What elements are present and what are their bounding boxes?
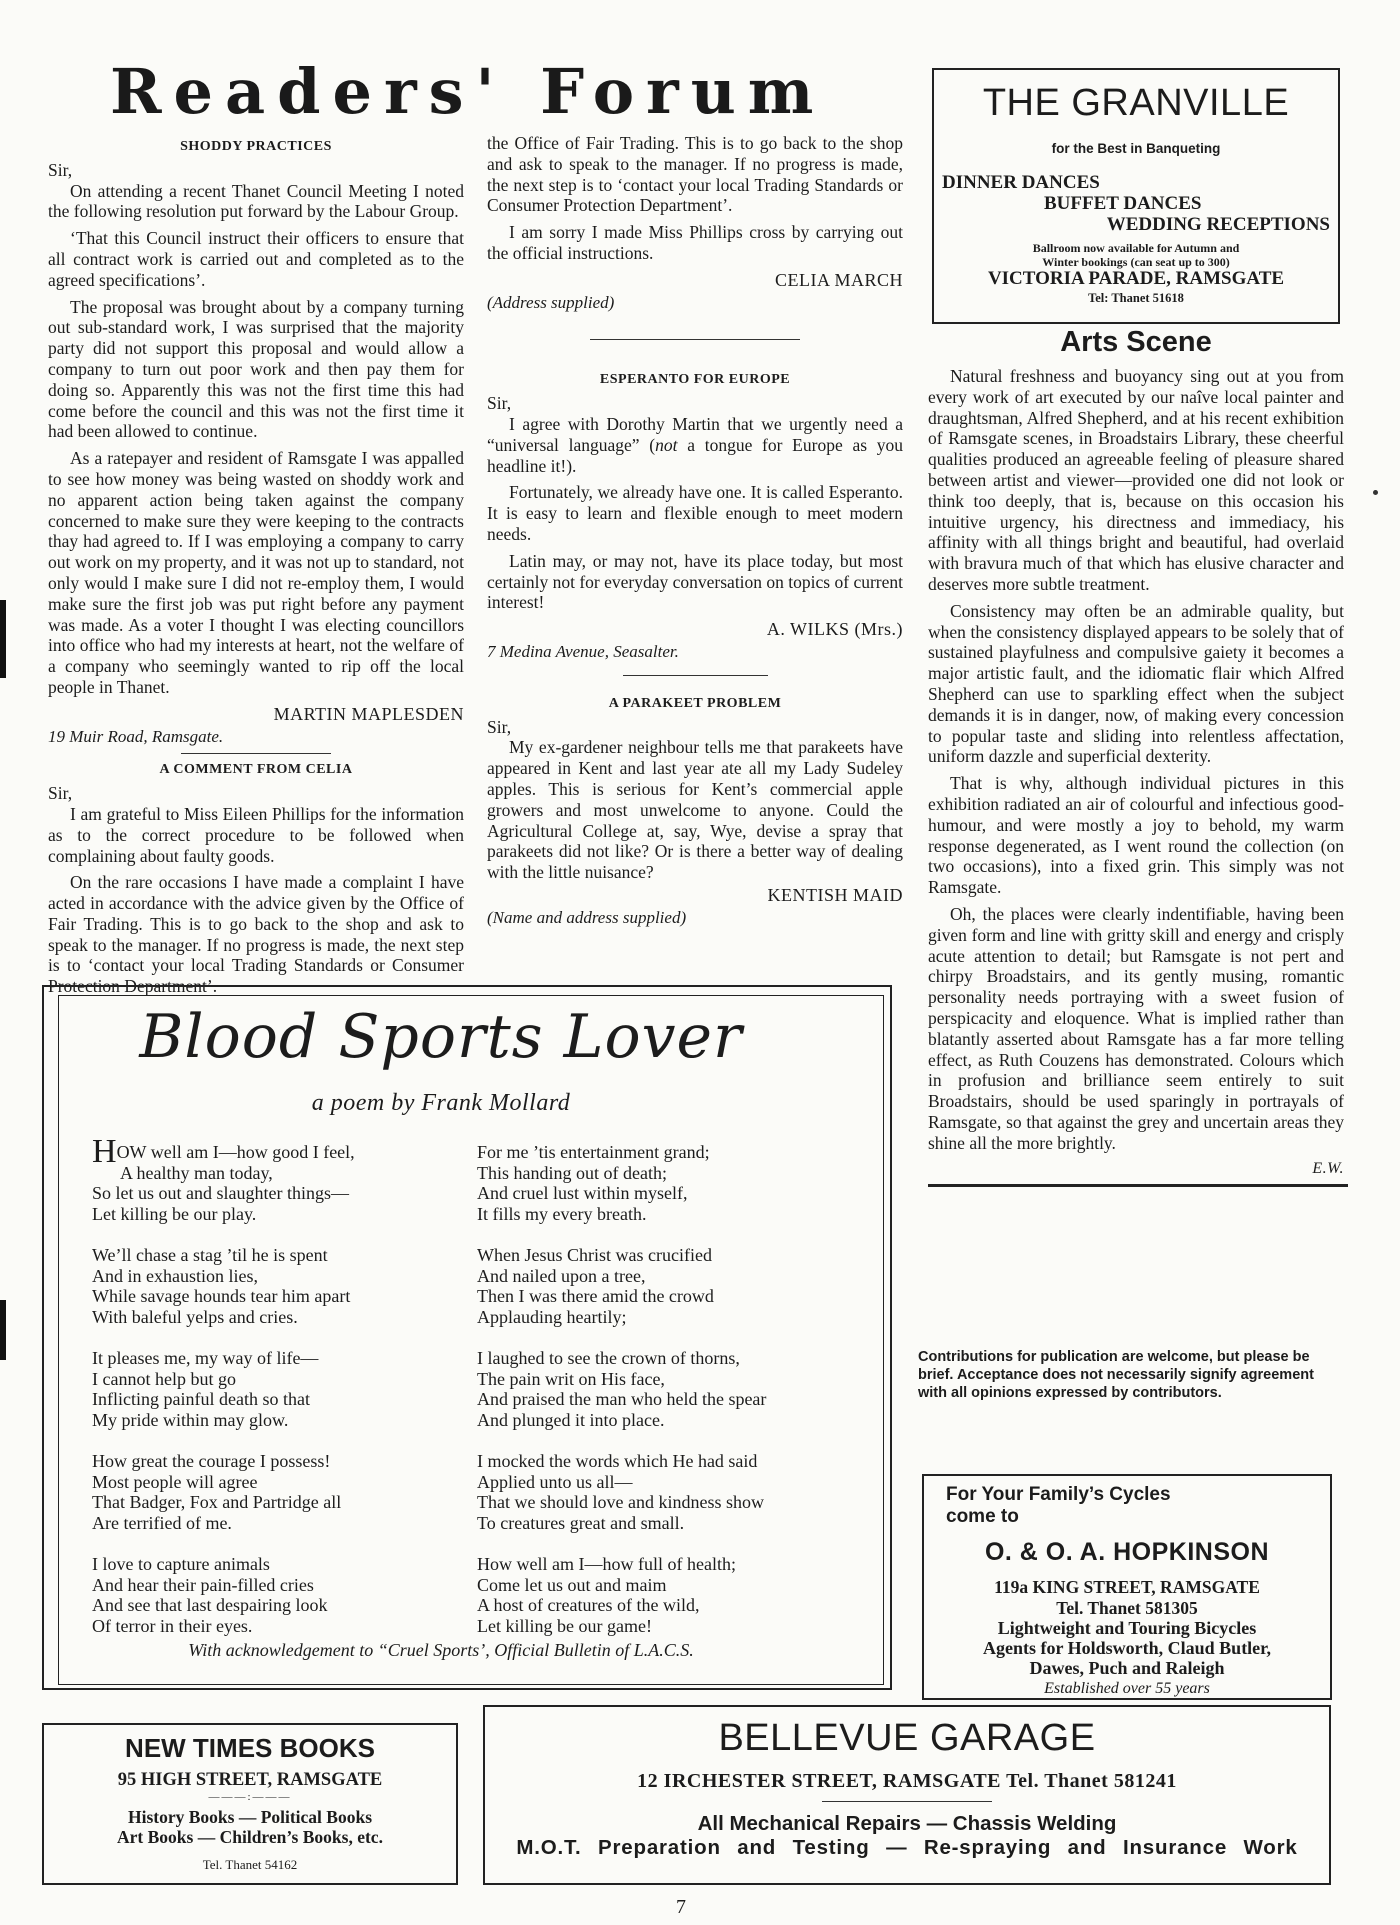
poem-stanza — [92, 1348, 452, 1430]
poem-acknowledgement: With acknowledgement to “Cruel Sports’, Official Bulletin of L.A.C.S. — [188, 1640, 694, 1660]
divider-rule — [928, 1184, 1348, 1187]
letter-paragraph — [487, 414, 903, 476]
letter-address: 19 Muir Road, Ramsgate. — [48, 726, 224, 746]
letter-salutation: Sir, — [487, 393, 512, 414]
poem-stanza — [477, 1348, 837, 1430]
letter-paragraph: I am sorry I made Miss Phillips cross by carrying out the official instructions. — [487, 222, 903, 263]
poem-line: This handing out of death; — [477, 1162, 667, 1183]
letter-salutation: Sir, — [48, 159, 73, 180]
poem-line: Let killing be our play. — [92, 1203, 257, 1224]
poem-line: It fills my every breath. — [477, 1203, 647, 1224]
newtimes-detail: Art Books — Children’s Books, etc. — [117, 1827, 383, 1847]
poem-line: Inflicting painful death so that — [92, 1389, 310, 1409]
granville-note: Winter bookings (can seat up to 300) — [1042, 255, 1230, 269]
poem-line: Then I was there amid the crowd — [477, 1286, 714, 1306]
poem-byline: a poem by Frank Mollard — [311, 1090, 571, 1116]
letter-paragraph: On attending a recent Thanet Council Meeting I noted the following resolution put forward by the Labour Group. — [48, 180, 464, 222]
article-signature: E.W. — [1312, 1160, 1344, 1178]
hopkinson-tagline: For Your Family’s Cycles — [946, 1484, 1171, 1505]
bellevue-service: All Mechanical Repairs — Chassis Welding — [697, 1812, 1117, 1835]
bellevue-service: M.O.T. Preparation and Testing — Re-spraying and Insurance Work — [516, 1836, 1298, 1859]
poem-line: And plunged it into place. — [477, 1409, 665, 1430]
letter-signature: A. WILKS (Mrs.) — [766, 619, 903, 640]
letter-salutation: Sir, — [487, 716, 512, 737]
poem-line: How great the courage I possess! — [92, 1451, 331, 1471]
poem-line — [92, 1133, 452, 1170]
drop-cap: H — [92, 1133, 117, 1170]
poem-title: Blood Sports Lover — [139, 1002, 743, 1072]
letter-address: (Name and address supplied) — [487, 907, 687, 927]
granville-service: DINNER DANCES — [942, 172, 1100, 193]
poem-line: I cannot help but go — [92, 1368, 236, 1389]
letter-text: a tongue for Europe as you headline it!). — [487, 434, 903, 476]
letter-address: 7 Medina Avenue, Seasalter. — [487, 641, 679, 661]
letter-heading: SHODDY PRACTICES — [180, 139, 332, 154]
poem-line: Most people will agree — [92, 1471, 258, 1492]
poem-line: And praised the man who held the spear — [477, 1389, 767, 1409]
granville-address: VICTORIA PARADE, RAMSGATE — [987, 268, 1285, 289]
divider-rule — [181, 753, 331, 754]
poem-stanza — [92, 1133, 452, 1224]
poem-stanza — [477, 1451, 837, 1533]
letter-paragraph: As a ratepayer and resident of Ramsgate I was appalled to see how money was being wasted on shoddy work and no apparent action being taken against the company concerned to make sure they were keeping to the contracts thay had agreed to. If I was employing a company to carry out work on my property, and it was not up to standard, not only would I make sure I did not re-employ them, I would make sure the first job was put right before any payment was made. As a voter I thought I was electing councillors into office who had my interests at heart, not the welfare of a company who seemingly wanted to rip off the local people in Thanet. — [48, 448, 464, 697]
poem-line: A host of creatures of the wild, — [477, 1595, 700, 1615]
granville-note: Ballroom now available for Autumn and — [1032, 241, 1240, 255]
hopkinson-established: Established over 55 years — [1044, 1680, 1210, 1697]
poem-line: And nailed upon a tree, — [477, 1265, 646, 1286]
granville-advert — [932, 68, 1340, 324]
poem-line: To creatures great and small. — [477, 1512, 685, 1533]
poem-line: And see that last despairing look — [92, 1595, 328, 1615]
poem-line: I love to capture animals — [92, 1554, 270, 1574]
bellevue-address: 12 IRCHESTER STREET, RAMSGATE Tel. Thanet 581241 — [637, 1770, 1177, 1792]
poem-stanza — [92, 1451, 452, 1533]
letter-paragraph: ‘That this Council instruct their officers to ensure that all contract work is carried out and completed as to the agreed specifications’. — [48, 228, 464, 290]
letters-column-2 — [487, 133, 903, 935]
article-paragraph: Consistency may often be an admirable quality, but when the consistency displayed appears to be solely that of sustained playfulness and compulsive gaiety it becomes a major artistic fault, and the idiomatic flair which Alfred Shepherd can use to sparkling effect when the subject demands it is in danger, now, of making every concession to popular taste and sliding into relentless affectation, uniform dazzle and superficial dexterity. — [928, 600, 1344, 767]
hopkinson-advert — [922, 1474, 1332, 1700]
hopkinson-tagline: come to — [946, 1506, 1019, 1527]
poem-column-right — [477, 1142, 837, 1657]
hopkinson-detail: Lightweight and Touring Bicycles — [997, 1618, 1257, 1638]
letter-paragraph: I am grateful to Miss Eileen Phillips for the information as to the correct procedure to be followed when complaining about faulty goods. — [48, 803, 464, 866]
contributions-note: Contributions for publication are welcome, but please be brief. Acceptance does not necessarily signify agreement with all opinions expressed by contributors. — [918, 1349, 1314, 1401]
letter-signature: CELIA MARCH — [774, 269, 903, 290]
arts-scene-title: Arts Scene — [1060, 326, 1212, 358]
letter-heading: ESPERANTO FOR EUROPE — [599, 372, 791, 388]
poem-line: When Jesus Christ was crucified — [477, 1245, 712, 1265]
letter-paragraph: Fortunately, we already have one. It is called Esperanto. It is easy to learn and flexible enough to meet modern needs. — [487, 482, 903, 544]
scan-edge-mark — [0, 600, 6, 678]
poem-line: And cruel lust within myself, — [477, 1183, 688, 1203]
letter-address: (Address supplied) — [487, 292, 615, 312]
newtimes-address: 95 HIGH STREET, RAMSGATE — [117, 1770, 383, 1790]
hopkinson-address: 119a KING STREET, RAMSGATE — [994, 1577, 1260, 1597]
hopkinson-detail: Dawes, Puch and Raleigh — [1029, 1658, 1225, 1678]
granville-service: WEDDING RECEPTIONS — [1106, 214, 1330, 235]
poem-line: Come let us out and maim — [477, 1574, 667, 1595]
letter-heading: A PARAKEET PROBLEM — [608, 695, 782, 711]
newtimes-title: NEW TIMES BOOKS — [125, 1733, 375, 1763]
poem-line: That Badger, Fox and Partridge all — [92, 1492, 342, 1512]
poem-line: And in exhaustion lies, — [92, 1265, 258, 1286]
poem-line: How well am I—how full of health; — [477, 1554, 736, 1574]
granville-title: THE GRANVILLE — [982, 82, 1290, 124]
letter-signature: MARTIN MAPLESDEN — [273, 703, 464, 724]
bellevue-advert — [483, 1705, 1331, 1885]
poem-line: Of terror in their eyes. — [92, 1615, 253, 1636]
poem-line: And hear their pain-filled cries — [92, 1574, 314, 1595]
granville-tel: Tel: Thanet 51618 — [1088, 291, 1184, 305]
poem-line: We’ll chase a stag ’til he is spent — [92, 1245, 328, 1265]
poem-line: My pride within may glow. — [92, 1409, 289, 1430]
divider-rule — [623, 675, 768, 676]
divider-rule — [590, 339, 800, 340]
poem-line: That we should love and kindness show — [477, 1492, 764, 1512]
poem-line: Applauding heartily; — [477, 1306, 627, 1327]
divider-rule — [822, 1801, 992, 1802]
ornament-separator: ———:——— — [208, 1791, 292, 1803]
bellevue-title: BELLEVUE GARAGE — [718, 1717, 1096, 1759]
poem-line: I laughed to see the crown of thorns, — [477, 1348, 740, 1368]
poem-stanza — [92, 1554, 452, 1636]
poem-column-left — [92, 1133, 452, 1657]
letter-paragraph-continued: the Office of Fair Trading. This is to go back to the shop and ask to speak to the manager. If no progress is made, the next step is to ‘contact your local Trading Standards or Consumer Protection Department’. — [487, 133, 903, 216]
poem-stanza — [477, 1245, 837, 1327]
ink-speck — [1373, 490, 1378, 495]
letters-column-1 — [48, 133, 464, 997]
poem-stanza — [92, 1245, 452, 1327]
poem-line: I mocked the words which He had said — [477, 1451, 758, 1471]
article-paragraph: Oh, the places were clearly indentifiable, having been given form and line with gritty skill and energy and crisply acute attention to detail; but Ramsgate is not pert and chirpy Broadstairs, and its gently musing, romantic personality needs portraying with a sweet fusion of perspicacity and eloquence. What is implied rather than blatantly asserted about Ramsgate has a far more telling effect, as Ruth Couzens has demonstrated. Colours which in profusion and brilliance seem entirely to suit Broadstairs, should be used sparingly in portrayals of Ramsgate, so that against the grey and uncertain areas they shine all the more brightly. — [928, 903, 1344, 1153]
poem-line: Are terrified of me. — [92, 1512, 232, 1533]
hopkinson-detail: Agents for Holdsworth, Claud Butler, — [982, 1638, 1272, 1658]
letter-paragraph: Latin may, or may not, have its place today, but most certainly not for everyday conversation on topics of current interest! — [487, 550, 903, 613]
poem-line: For me ’tis entertainment grand; — [477, 1142, 710, 1162]
scan-edge-mark — [0, 1300, 6, 1360]
poem-line: It pleases me, my way of life— — [92, 1348, 319, 1368]
poem-stanza — [477, 1142, 837, 1224]
letter-paragraph: The proposal was brought about by a company turning out sub-standard work, I was surprised that the majority party did not support this proposal and would allow a company to turn out poor work and then pay them for doing so. Apparently this was not the first time this had come before the council and this was not the first time it had been allowed to continue. — [48, 296, 464, 442]
arts-scene-column — [928, 366, 1344, 1187]
granville-subtitle: for the Best in Banqueting — [1051, 141, 1221, 156]
article-paragraph: That is why, although individual pictures in this exhibition radiated an air of colourful and infectious good-humour, and were mostly a joy to behold, my warm response degenerated, as I went round the collection (on two occasions), into a fixed grin. This simply was not Ramsgate. — [928, 773, 1344, 898]
article-paragraph: Natural freshness and buoyancy sing out at you from every work of art executed by our naîve local painter and draughtsman, Alfred Shepherd, and at his recent exhibition of Ramsgate scenes, in Broadstairs Library, these cheerful qualities produced an agreeable feeling of pleasure shared between artist and viewer—provided one did not look or think too deeply, that is, because on this occasion his intuitive urgency, his directness and immediacy, his affinity with all things bright and beautiful, had overlaid with bravura much of that which has elusive character and deserves more subtle treatment. — [928, 366, 1344, 594]
poem-line: With baleful yelps and cries. — [92, 1306, 298, 1327]
letter-salutation: Sir, — [48, 783, 73, 804]
letter-paragraph: My ex-gardener neighbour tells me that parakeets have appeared in Kent and last year ate all my Lady Sudeley apples. This is serious for Kent’s commercial apple growers and most unwelcome to anyone. Could the Agricultural College at, say, Wye, devise a spray that parakeets did not like? Or is there a better way of dealing with the little nuisance? — [487, 737, 903, 883]
poem-line: Applied unto us all— — [477, 1471, 633, 1492]
poem-line: A healthy man today, — [120, 1162, 273, 1183]
hopkinson-name: O. & O. A. HOPKINSON — [984, 1538, 1270, 1566]
poem-stanza — [477, 1554, 837, 1636]
poem-line: The pain writ on His face, — [477, 1368, 665, 1389]
poem-line-rest: OW well am I—how good I feel, — [116, 1142, 355, 1162]
poem-line: Let killing be our game! — [477, 1615, 652, 1636]
masthead-title: Readers' Forum — [110, 55, 826, 128]
letter-heading: A COMMENT FROM CELIA — [159, 762, 353, 778]
newtimes-detail: History Books — Political Books — [127, 1807, 373, 1827]
granville-service: BUFFET DANCES — [1044, 193, 1202, 214]
poem-line: So let us out and slaughter things— — [92, 1183, 349, 1203]
poem-line: While savage hounds tear him apart — [92, 1286, 351, 1306]
hopkinson-tel: Tel. Thanet 581305 — [1056, 1598, 1198, 1618]
page-number: 7 — [676, 1896, 686, 1918]
newtimes-tel: Tel. Thanet 54162 — [202, 1857, 298, 1872]
letter-signature: KENTISH MAID — [767, 884, 903, 905]
letter-paragraph: On the rare occasions I have made a complaint I have acted in accordance with the advice given by the Office of Fair Trading. This is to go back to the shop and ask to speak to the manager. If no progress is made, the next step is to ‘contact your local Trading Standards or Consumer Protection Department’. — [48, 872, 464, 997]
newtimes-advert — [42, 1723, 458, 1885]
letter-text: I agree with Dorothy Martin that we urgently need a “universal language” ( — [487, 413, 903, 455]
letter-emphasis: not — [655, 434, 678, 455]
